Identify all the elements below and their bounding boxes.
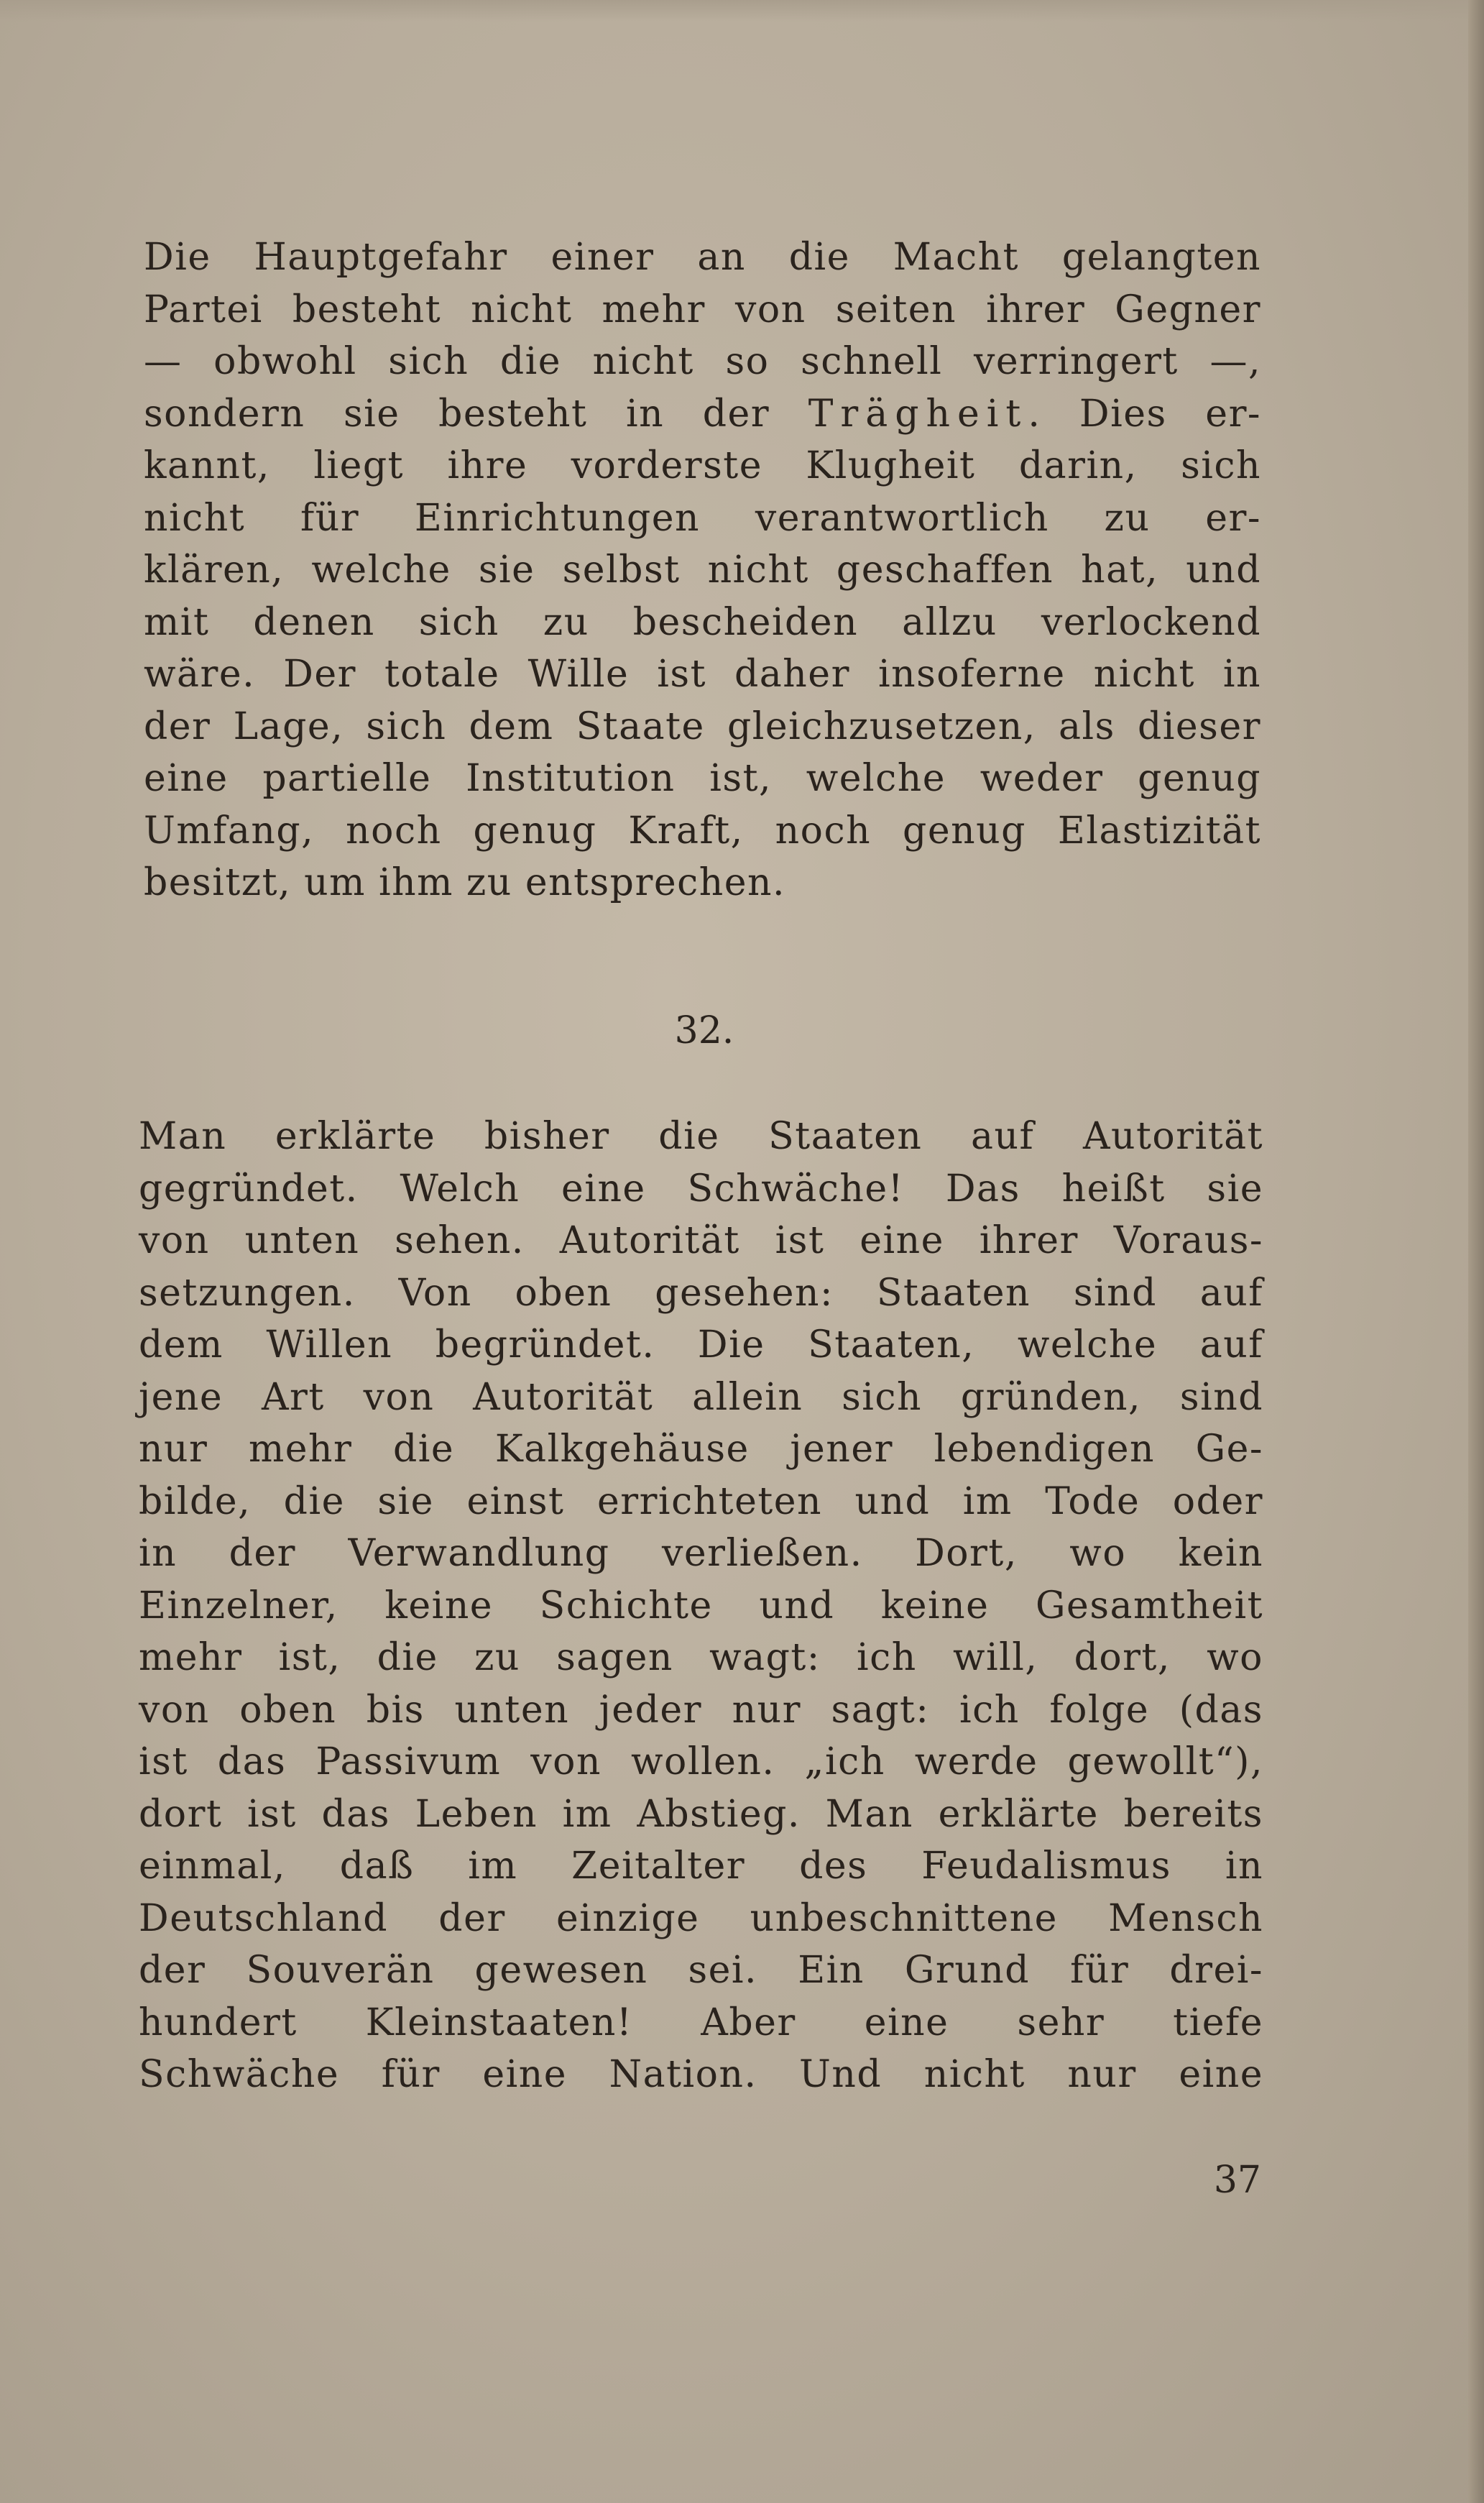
text-line: Die Hauptgefahr einer an die Macht gelangten [144, 236, 1261, 279]
text-line: nur mehr die Kalkgehäuse jener lebendigen Ge- [139, 1428, 1263, 1471]
text-line: Einzelner, keine Schichte und keine Gesamtheit [139, 1584, 1263, 1627]
text-line [144, 388, 1261, 441]
text-line: in der Verwandlung verließen. Dort, wo kein [139, 1532, 1263, 1575]
page-right-edge [1468, 0, 1484, 2503]
text-line: setzungen. Von oben gesehen: Staaten sind auf [139, 1271, 1263, 1315]
text-line: ist das Passivum von wollen. „ich werde gewollt“), [139, 1740, 1263, 1783]
text-line: mit denen sich zu bescheiden allzu verlockend [144, 600, 1261, 644]
text-line: nicht für Einrichtungen verantwortlich zu er- [144, 496, 1261, 540]
text-line: — obwohl sich die nicht so schnell verringert —, [144, 340, 1261, 383]
text-line: wäre. Der totale Wille ist daher insoferne nicht in [144, 653, 1261, 696]
text-line: Partei besteht nicht mehr von seiten ihrer Gegner [144, 288, 1261, 331]
text-line: dort ist das Leben im Abstieg. Man erklärte bereits [139, 1792, 1263, 1836]
emphasized-word: Trägheit [808, 392, 1028, 436]
text-segment: . Dies er- [1028, 392, 1261, 436]
text-line: von oben bis unten jeder nur sagt: ich folge (das [139, 1688, 1263, 1732]
text-line: eine partielle Institution ist, welche weder genug [144, 757, 1261, 800]
text-line: mehr ist, die zu sagen wagt: ich will, dort, wo [139, 1636, 1263, 1679]
text-line: Umfang, noch genug Kraft, noch genug Elastizität [144, 809, 1261, 853]
text-line: kannt, liegt ihre vorderste Klugheit darin, sich [144, 444, 1261, 487]
text-line: besitzt, um ihm zu entsprechen. [144, 861, 785, 904]
paragraph-2 [139, 1111, 1263, 2101]
text-line: klären, welche sie selbst nicht geschaffen hat, und [144, 548, 1261, 592]
text-line: der Souverän gewesen sei. Ein Grund für drei- [139, 1949, 1263, 1992]
text-line: gegründet. Welch eine Schwäche! Das heißt sie [139, 1167, 1263, 1211]
text-segment: sondern sie besteht in der [144, 392, 808, 436]
text-line: Schwäche für eine Nation. Und nicht nur eine [139, 2053, 1263, 2096]
paragraph-1 [144, 231, 1261, 909]
text-line: hundert Kleinstaaten! Aber eine sehr tiefe [139, 2001, 1263, 2044]
page-number: 37 [1213, 2159, 1261, 2202]
text-line: bilde, die sie einst errichteten und im Tode oder [139, 1479, 1263, 1523]
text-line: einmal, daß im Zeitalter des Feudalismus in [139, 1845, 1263, 1888]
section-number: 32. [674, 1009, 734, 1052]
text-line: von unten sehen. Autorität ist eine ihrer Voraus- [139, 1219, 1263, 1262]
text-line: dem Willen begründet. Die Staaten, welche auf [139, 1323, 1263, 1367]
text-line: Deutschland der einzige unbeschnittene Mensch [139, 1896, 1263, 1940]
page-top-shadow [0, 0, 1484, 22]
text-line: der Lage, sich dem Staate gleichzusetzen, als dieser [144, 704, 1261, 748]
text-line: Man erklärte bisher die Staaten auf Autorität [139, 1115, 1263, 1158]
text-line: jene Art von Autorität allein sich gründen, sind [139, 1375, 1263, 1419]
